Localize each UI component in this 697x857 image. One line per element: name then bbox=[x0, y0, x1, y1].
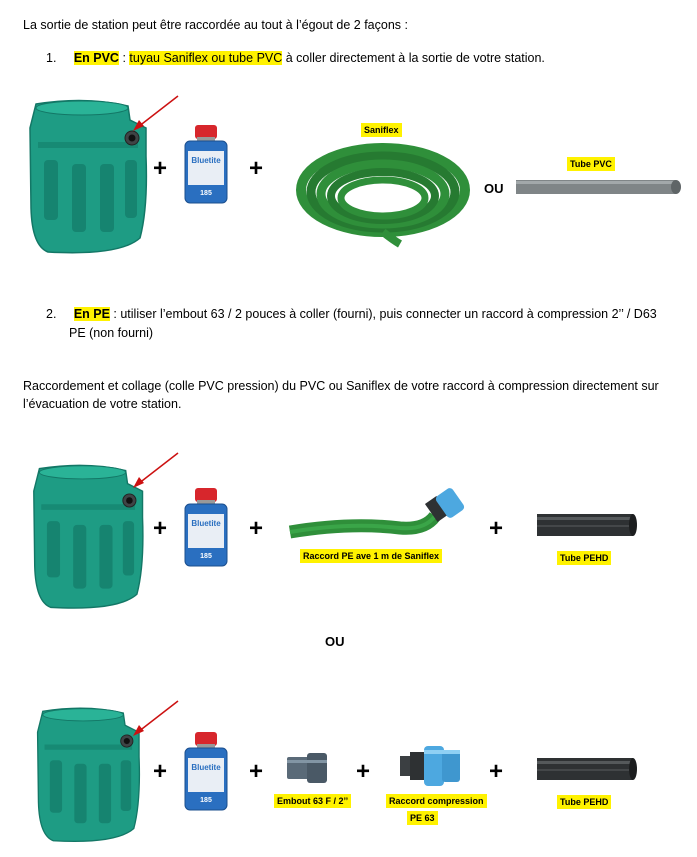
plus-sign: + bbox=[249, 515, 264, 542]
paragraph-line1: Raccordement et collage (colle PVC pression) du PVC ou Saniflex de votre raccord à compression directement sur bbox=[23, 379, 659, 393]
arrow-indicator bbox=[130, 452, 180, 492]
list-item-pvc bbox=[46, 50, 545, 67]
plus-sign: + bbox=[489, 515, 504, 542]
plus-sign: + bbox=[153, 758, 168, 785]
pvc-tube-image bbox=[516, 178, 684, 196]
list-item-pe bbox=[46, 306, 657, 323]
highlighted-products: tuyau Saniflex ou tube PVC bbox=[129, 51, 283, 65]
compression-fitting-image bbox=[400, 744, 462, 788]
glue-can-image bbox=[183, 488, 229, 568]
label-saniflex: Saniflex bbox=[361, 123, 402, 137]
plus-sign: + bbox=[356, 758, 371, 785]
list-number: 1. bbox=[46, 51, 57, 65]
item-description: : utiliser l’embout 63 / 2 pouces à coller (fourni), puis connecter un raccord à compression 2’’ / D63 bbox=[109, 307, 657, 321]
plus-sign: + bbox=[153, 155, 168, 182]
glue-can-image bbox=[183, 125, 229, 205]
label-raccord-compression: Raccord compression bbox=[386, 794, 487, 808]
colon: : bbox=[118, 51, 130, 65]
ou-label: OU bbox=[325, 634, 345, 649]
pehd-tube-image bbox=[537, 512, 639, 538]
label-raccord-pe: Raccord PE ave 1 m de Saniflex bbox=[300, 549, 442, 563]
label-embout: Embout 63 F / 2’’ bbox=[274, 794, 351, 808]
can-brand-text: Bluetite bbox=[191, 156, 221, 165]
label-tube-pehd: Tube PEHD bbox=[557, 551, 611, 565]
pehd-tube-image bbox=[537, 756, 639, 782]
can-code-text: 185 bbox=[200, 797, 212, 804]
arrow-indicator bbox=[130, 700, 180, 740]
option-label-pvc: En PVC bbox=[73, 51, 119, 65]
label-tube-pehd: Tube PEHD bbox=[557, 795, 611, 809]
list-number: 2. bbox=[46, 307, 57, 321]
embout-fitting-image bbox=[287, 753, 329, 783]
item-description: à coller directement à la sortie de votre station. bbox=[282, 51, 545, 65]
saniflex-coil-image bbox=[298, 140, 468, 250]
option-label-pe: En PE bbox=[73, 307, 110, 321]
plus-sign: + bbox=[153, 515, 168, 542]
item-description-line2: PE (non fourni) bbox=[69, 326, 154, 340]
paragraph-line2: l’évacuation de votre station. bbox=[23, 397, 182, 411]
can-code-text: 185 bbox=[200, 190, 212, 197]
ou-label: OU bbox=[484, 181, 504, 196]
arrow-indicator bbox=[130, 95, 180, 135]
can-brand-text: Bluetite bbox=[191, 519, 221, 528]
plus-sign: + bbox=[489, 758, 504, 785]
glue-can-image bbox=[183, 732, 229, 812]
label-tube-pvc: Tube PVC bbox=[567, 157, 615, 171]
can-code-text: 185 bbox=[200, 553, 212, 560]
saniflex-with-pe-fitting-image bbox=[290, 492, 470, 552]
label-pe-63: PE 63 bbox=[407, 811, 438, 825]
plus-sign: + bbox=[249, 758, 264, 785]
intro-text: La sortie de station peut être raccordée au tout à l’égout de 2 façons : bbox=[23, 18, 408, 32]
can-brand-text: Bluetite bbox=[191, 763, 221, 772]
plus-sign: + bbox=[249, 155, 264, 182]
